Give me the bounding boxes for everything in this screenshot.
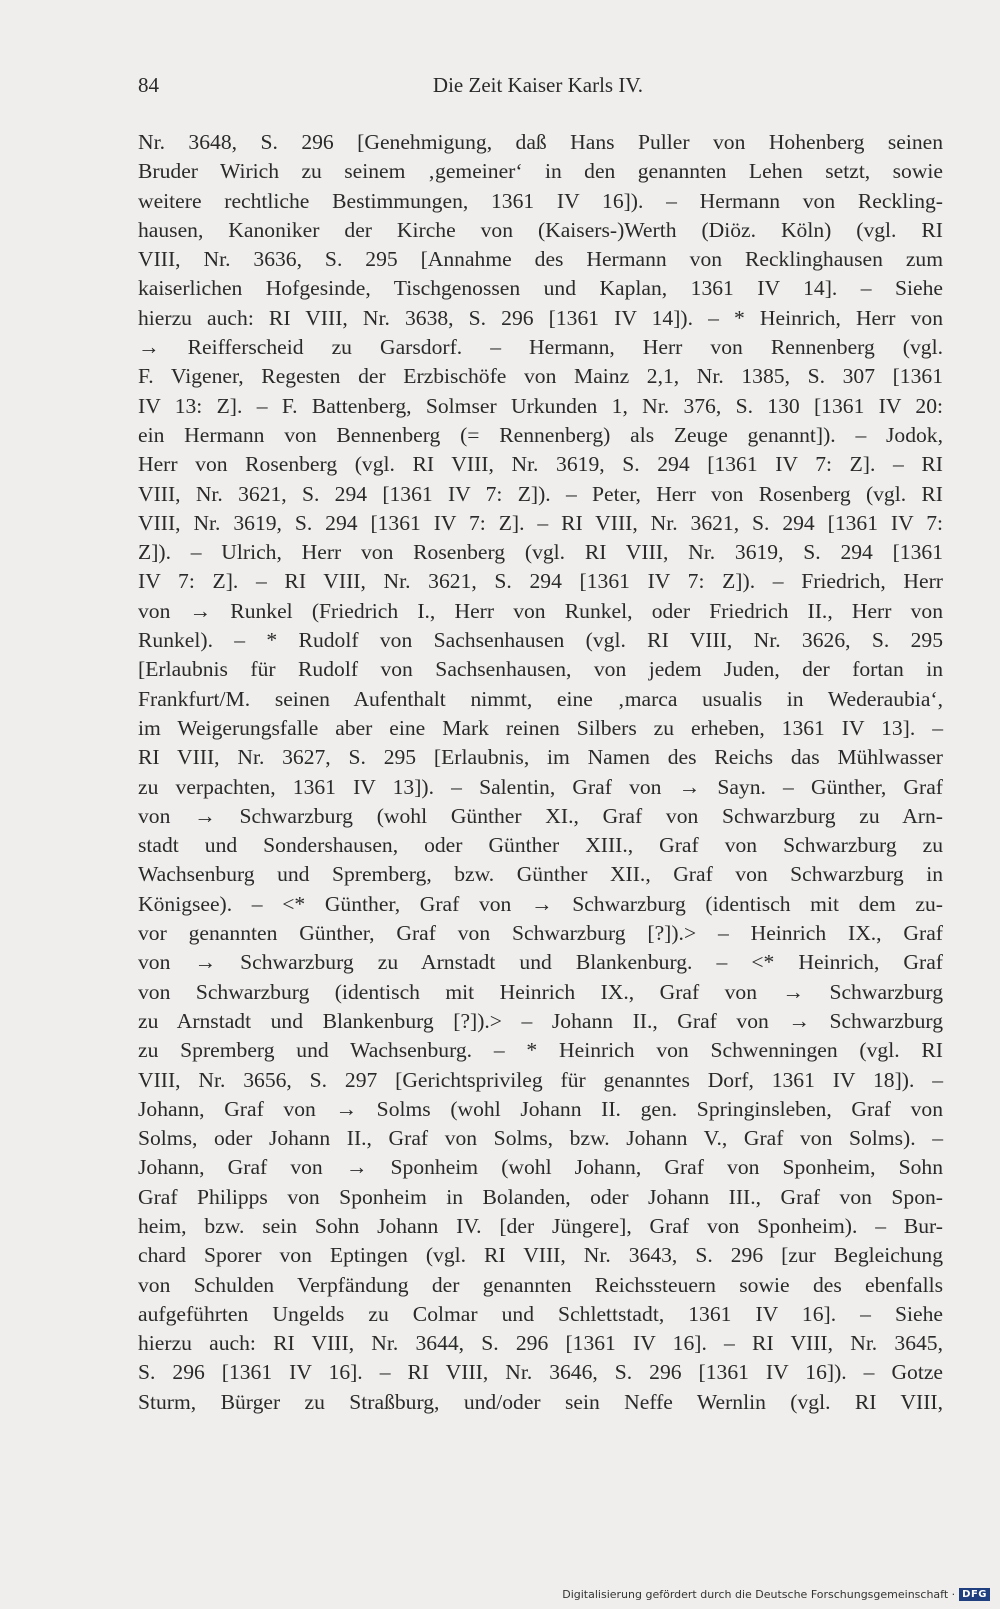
text-line: kaiserlichen Hofgesinde, Tischgenossen und Kaplan, 1361 IV 14]. – Siehe xyxy=(138,276,943,301)
text-line: zu verpachten, 1361 IV 13]). – Salentin, Graf von → Sayn. – Günther, Graf xyxy=(138,774,943,799)
body-text xyxy=(138,128,943,1417)
text-line: IV 13: Z]. – F. Battenberg, Solmser Urkunden 1, Nr. 376, S. 130 [1361 IV 20: xyxy=(138,393,943,418)
text-line: im Weigerungsfalle aber eine Mark reinen Silbers zu erheben, 1361 IV 13]. – xyxy=(138,715,943,740)
text-line: IV 7: Z]. – RI VIII, Nr. 3621, S. 294 [1361 IV 7: Z]). – Friedrich, Herr xyxy=(138,569,943,594)
credit-text: Digitalisierung gefördert durch die Deutsche Forschungsgemeinschaft · xyxy=(562,1587,956,1601)
text-line: [Erlaubnis für Rudolf von Sachsenhausen, von jedem Juden, der fortan in xyxy=(138,657,943,682)
text-line: Nr. 3648, S. 296 [Genehmigung, daß Hans Puller von Hohenberg seinen xyxy=(138,130,943,154)
text-line: hierzu auch: RI VIII, Nr. 3638, S. 296 [1361 IV 14]). – * Heinrich, Herr von xyxy=(138,305,943,330)
text-line: von Schulden Verpfändung der genannten Reichssteuern sowie des ebenfalls xyxy=(138,1272,943,1297)
text-line: F. Vigener, Regesten der Erzbischöfe von Mainz 2,1, Nr. 1385, S. 307 [1361 xyxy=(138,364,943,389)
text-line: VIII, Nr. 3621, S. 294 [1361 IV 7: Z]). – Peter, Herr von Rosenberg (vgl. RI xyxy=(138,481,943,506)
text-line: weitere rechtliche Bestimmungen, 1361 IV 16]). – Hermann von Reckling- xyxy=(138,188,943,213)
text-line: Bruder Wirich zu seinem ‚gemeiner‘ in den genannten Lehen setzt, sowie xyxy=(138,159,943,184)
text-line: chard Sporer von Eptingen (vgl. RI VIII, Nr. 3643, S. 296 [zur Begleichung xyxy=(138,1243,943,1268)
text-line: VIII, Nr. 3656, S. 297 [Gerichtsprivileg für genanntes Dorf, 1361 IV 18]). – xyxy=(138,1067,943,1092)
text-line: Sturm, Bürger zu Straßburg, und/oder sein Neffe Wernlin (vgl. RI VIII, xyxy=(138,1389,943,1414)
digitization-credit xyxy=(562,1585,990,1603)
text-line: Solms, oder Johann II., Graf von Solms, bzw. Johann V., Graf von Solms). – xyxy=(138,1126,943,1151)
text-line: ein Hermann von Bennenberg (= Rennenberg) als Zeuge genannt]). – Jodok, xyxy=(138,422,943,447)
text-line: Graf Philipps von Sponheim in Bolanden, oder Johann III., Graf von Spon- xyxy=(138,1184,943,1209)
text-line: S. 296 [1361 IV 16]. – RI VIII, Nr. 3646, S. 296 [1361 IV 16]). – Gotze xyxy=(138,1360,943,1385)
text-line: Z]). – Ulrich, Herr von Rosenberg (vgl. RI VIII, Nr. 3619, S. 294 [1361 xyxy=(138,540,943,565)
text-line: Frankfurt/M. seinen Aufenthalt nimmt, eine ‚marca usualis in Wederaubia‘, xyxy=(138,686,943,711)
text-line: hausen, Kanoniker der Kirche von (Kaisers-)Werth (Diöz. Köln) (vgl. RI xyxy=(138,217,943,242)
page-number: 84 xyxy=(138,73,159,97)
text-line: von Schwarzburg (identisch mit Heinrich IX., Graf von → Schwarzburg xyxy=(138,979,943,1004)
text-line: von → Runkel (Friedrich I., Herr von Runkel, oder Friedrich II., Herr von xyxy=(138,598,943,623)
text-line: hierzu auch: RI VIII, Nr. 3644, S. 296 [1361 IV 16]. – RI VIII, Nr. 3645, xyxy=(138,1331,943,1356)
page-header xyxy=(138,73,938,109)
text-line: Wachsenburg und Spremberg, bzw. Günther XII., Graf von Schwarzburg in xyxy=(138,862,943,887)
text-line: Königsee). – <* Günther, Graf von → Schwarzburg (identisch mit dem zu- xyxy=(138,891,943,916)
text-line: → Reifferscheid zu Garsdorf. – Hermann, Herr von Rennenberg (vgl. xyxy=(138,335,943,360)
text-line: von → Schwarzburg zu Arnstadt und Blankenburg. – <* Heinrich, Graf xyxy=(138,950,943,975)
text-line: Johann, Graf von → Sponheim (wohl Johann, Graf von Sponheim, Sohn xyxy=(138,1155,943,1180)
text-line: zu Spremberg und Wachsenburg. – * Heinrich von Schwenningen (vgl. RI xyxy=(138,1038,943,1063)
text-line: aufgeführten Ungelds zu Colmar und Schlettstadt, 1361 IV 16]. – Siehe xyxy=(138,1301,943,1326)
text-line: Johann, Graf von → Solms (wohl Johann II. gen. Springinsleben, Graf von xyxy=(138,1096,943,1121)
text-line: RI VIII, Nr. 3627, S. 295 [Erlaubnis, im Namen des Reichs das Mühlwasser xyxy=(138,745,943,770)
text-line: von → Schwarzburg (wohl Günther XI., Graf von Schwarzburg zu Arn- xyxy=(138,803,943,828)
running-title: Die Zeit Kaiser Karls IV. xyxy=(432,73,644,97)
text-line: vor genannten Günther, Graf von Schwarzburg [?]).> – Heinrich IX., Graf xyxy=(138,921,943,946)
text-line: Herr von Rosenberg (vgl. RI VIII, Nr. 3619, S. 294 [1361 IV 7: Z]. – RI xyxy=(138,452,943,477)
text-line: VIII, Nr. 3619, S. 294 [1361 IV 7: Z]. – RI VIII, Nr. 3621, S. 294 [1361 IV 7: xyxy=(138,510,943,535)
text-line: zu Arnstadt und Blankenburg [?]).> – Johann II., Graf von → Schwarzburg xyxy=(138,1008,943,1033)
dfg-logo: DFG xyxy=(959,1588,990,1601)
text-line: stadt und Sondershausen, oder Günther XIII., Graf von Schwarzburg zu xyxy=(138,833,943,858)
text-line: heim, bzw. sein Sohn Johann IV. [der Jüngere], Graf von Sponheim). – Bur- xyxy=(138,1213,943,1238)
text-line: Runkel). – * Rudolf von Sachsenhausen (vgl. RI VIII, Nr. 3626, S. 295 xyxy=(138,628,943,653)
text-line: VIII, Nr. 3636, S. 295 [Annahme des Hermann von Recklinghausen zum xyxy=(138,247,943,272)
